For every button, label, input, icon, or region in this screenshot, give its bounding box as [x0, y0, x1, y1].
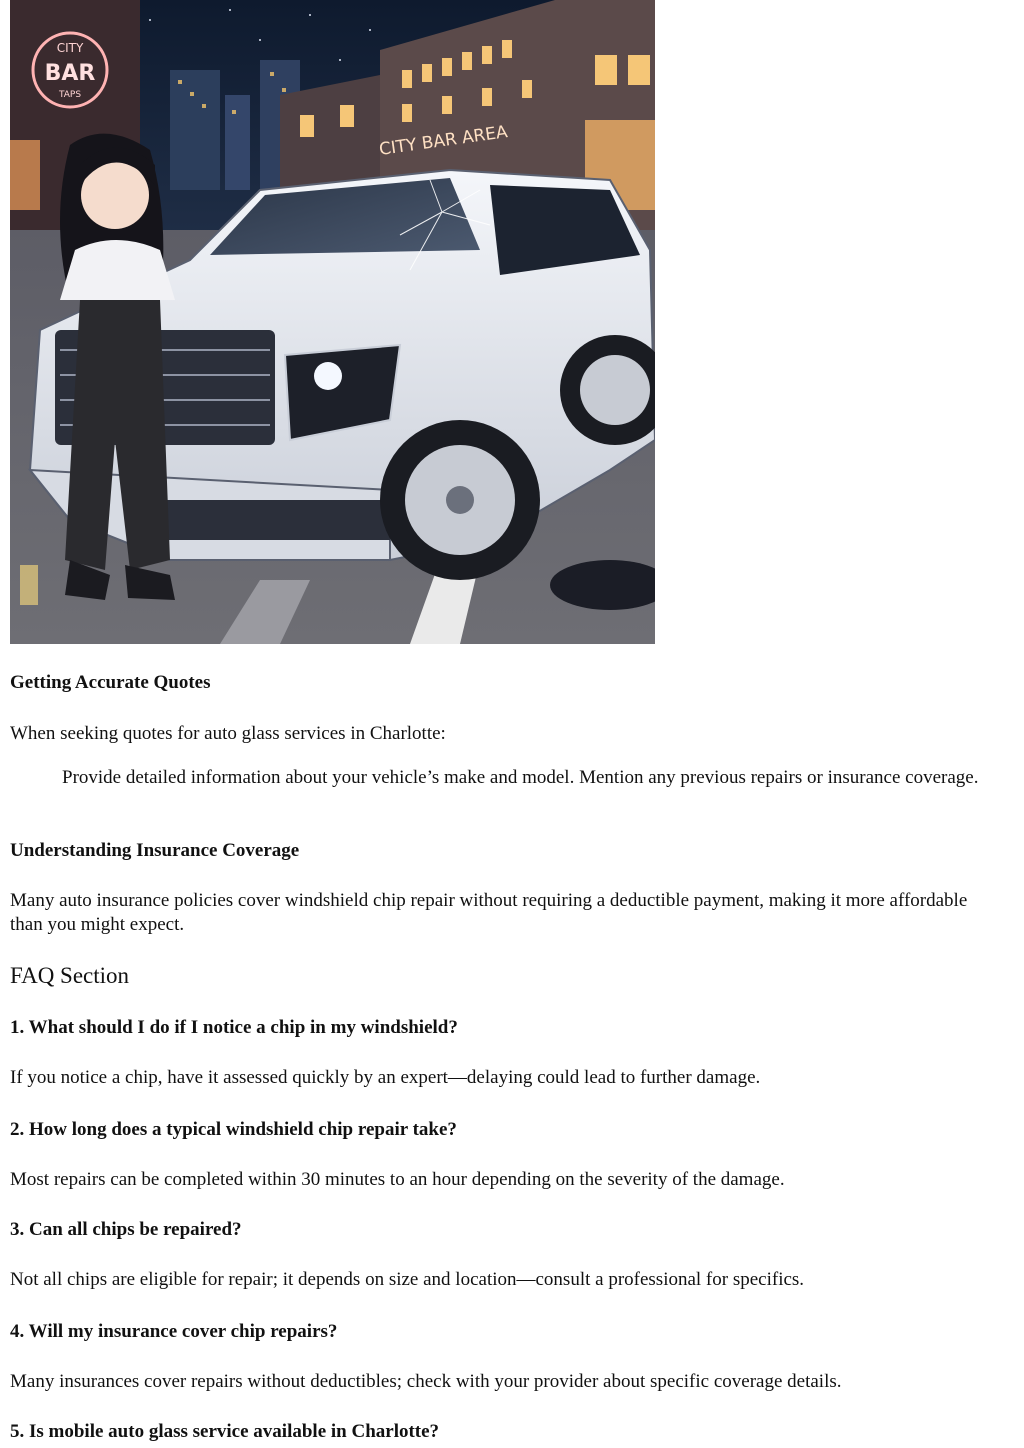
faq-question: 2. How long does a typical windshield chip repair take?	[10, 1119, 457, 1140]
article	[10, 0, 1010, 1442]
insurance-heading: Understanding Insurance Coverage	[10, 840, 300, 861]
quotes-tip: Provide detailed information about your vehicle’s make and model. Mention any previous repairs or insurance coverage.	[62, 767, 979, 788]
faq-question: 3. Can all chips be repaired?	[10, 1219, 242, 1240]
faq-answer: Not all chips are eligible for repair; it depends on size and location—consult a professional for specifics.	[10, 1269, 805, 1290]
building-sign: CITY BAR AREA	[377, 122, 509, 160]
insurance-text: Many auto insurance policies cover windshield chip repair without requiring a deductible payment, making it more affordable than you might expect.	[10, 890, 968, 935]
faq-answer: Many insurances cover repairs without deductibles; check with your provider about specific coverage details.	[10, 1371, 842, 1392]
quotes-intro: When seeking quotes for auto glass services in Charlotte:	[10, 723, 446, 744]
faq-title: FAQ Section	[10, 963, 130, 988]
neon-sign-main: BAR	[44, 61, 96, 86]
neon-sign-bottom: TAPS	[58, 90, 82, 100]
faq-question: 5. Is mobile auto glass service available in Charlotte?	[10, 1421, 440, 1442]
quotes-heading: Getting Accurate Quotes	[10, 672, 211, 693]
faq-question: 1. What should I do if I notice a chip in my windshield?	[10, 1017, 458, 1038]
faq-question: 4. Will my insurance cover chip repairs?	[10, 1321, 338, 1342]
neon-sign-top: CITY	[56, 41, 84, 55]
faq-answer: If you notice a chip, have it assessed quickly by an expert—delaying could lead to further damage.	[10, 1067, 761, 1088]
hero-illustration	[10, 0, 655, 644]
faq-answer: Most repairs can be completed within 30 minutes to an hour depending on the severity of the damage.	[10, 1169, 785, 1190]
